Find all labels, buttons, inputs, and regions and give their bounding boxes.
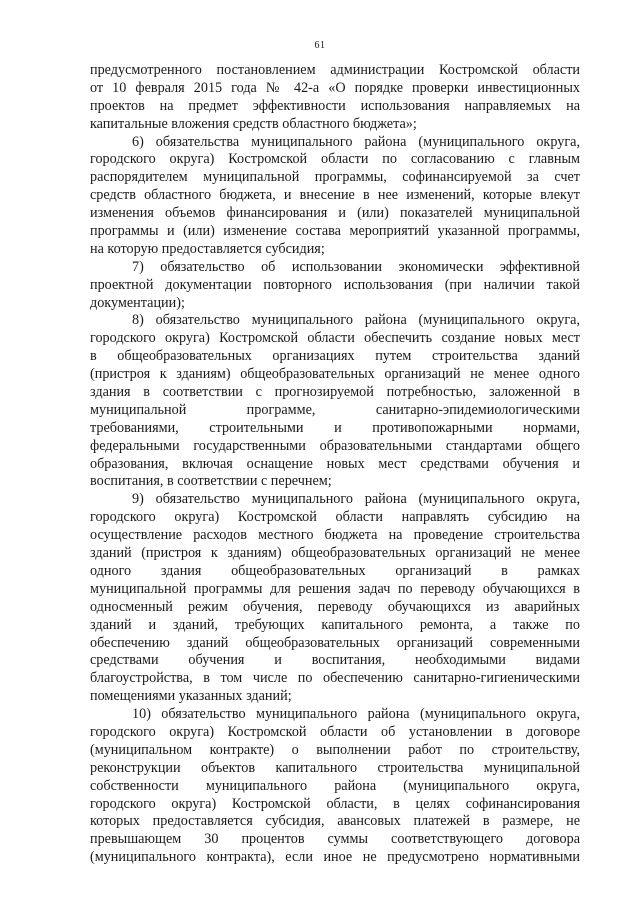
text-line: одного здания общеобразовательных организаций в рамках xyxy=(90,562,580,579)
text-line: образования, включая оснащение новых мест средствами обучения и xyxy=(90,455,580,472)
text-line: обеспечению зданий общеобразовательных организаций современными xyxy=(90,634,580,651)
text-line: программы и (или) изменение состава мероприятий указанной программы, xyxy=(90,223,580,240)
document-body xyxy=(90,62,580,867)
text-line: 7) обязательство об использовании экономически эффективной xyxy=(132,258,580,275)
text-line: собственности муниципального района (муниципального округа, xyxy=(90,777,580,794)
text-line: (муниципальном контракте) о выполнении работ по строительству, xyxy=(90,741,580,758)
text-line: 8) обязательство муниципального района (муниципального округа, xyxy=(132,312,580,329)
text-line: проектной документации повторного использования (при наличии такой xyxy=(90,276,580,293)
text-line: проектов на предмет эффективности использования направляемых на xyxy=(90,97,580,114)
text-line: распорядителем муниципальной программы, софинансируемой за счет xyxy=(90,169,580,186)
text-line: помещениями указанных зданий; xyxy=(90,688,292,705)
text-line: зданий (пристроя к зданиям) общеобразовательных организаций не менее xyxy=(90,545,580,562)
text-line: средствами обучения и воспитания, необходимыми видами xyxy=(90,652,580,669)
text-line: федеральными государственными образовательными стандартами общего xyxy=(90,437,580,454)
text-line: средств областного бюджета, и внесение в нее изменений, которые влекут xyxy=(90,187,580,204)
text-line: документации); xyxy=(90,294,185,311)
text-line: от 10 февраля 2015 года № 42-а «О порядке проверки инвестиционных xyxy=(90,79,580,96)
text-line: городского округа) Костромской области обеспечить создание новых мест xyxy=(90,330,580,347)
text-line: превышающем 30 процентов суммы соответствующего договора xyxy=(90,831,580,848)
text-line: реконструкции объектов капитального строительства муниципальной xyxy=(90,759,580,776)
text-line: 6) обязательства муниципального района (муниципального округа, xyxy=(132,133,580,150)
text-line: изменения объемов финансирования и (или) показателей муниципальной xyxy=(90,205,580,222)
text-line: (пристроя к зданиям) общеобразовательных организаций не менее одного xyxy=(90,366,580,383)
text-line: зданий и зданий, требующих капитального ремонта, а также по xyxy=(90,616,580,633)
text-line: воспитания, в соответствии с перечнем; xyxy=(90,473,332,490)
text-line: 10) обязательство муниципального района (муниципального округа, xyxy=(132,706,580,723)
text-line: здания в соответствии с прогнозируемой потребностью, заложенной в xyxy=(90,384,580,401)
text-line: предусмотренного постановлением администрации Костромской области xyxy=(90,62,580,78)
text-line: требованиями, строительными и противопожарными нормами, xyxy=(90,419,580,436)
text-line: в общеобразовательных организациях путем строительства зданий xyxy=(90,348,580,365)
text-line: (муниципального контракта), если иное не предусмотрено нормативными xyxy=(90,849,580,866)
text-line: городского округа) Костромской области направлять субсидию на xyxy=(90,509,580,526)
text-line: 9) обязательство муниципального района (муниципального округа, xyxy=(132,491,580,508)
text-line: городского округа) Костромской области, в целях софинансирования xyxy=(90,795,580,812)
text-line: городского округа) Костромской области об установлении в договоре xyxy=(90,723,580,740)
text-line: капитальные вложения средств областного бюджета»; xyxy=(90,115,417,132)
text-line: благоустройства, в том числе по обеспечению санитарно-гигиеническими xyxy=(90,670,580,687)
page-number: 61 xyxy=(314,40,326,51)
text-line: муниципальной программы для решения задач по переводу обучающихся в xyxy=(90,580,580,597)
text-line: муниципальной программе, санитарно-эпидемиологическими xyxy=(90,401,580,418)
text-line: односменный режим обучения, переводу обучающихся из аварийных xyxy=(90,598,580,615)
text-line: которых предоставляется субсидия, авансовых платежей в размере, не xyxy=(90,813,580,830)
text-line: осуществление расходов местного бюджета на проведение строительства xyxy=(90,527,580,544)
text-line: на которую предоставляется субсидия; xyxy=(90,240,325,257)
text-line: городского округа) Костромской области по согласованию с главным xyxy=(90,151,580,168)
